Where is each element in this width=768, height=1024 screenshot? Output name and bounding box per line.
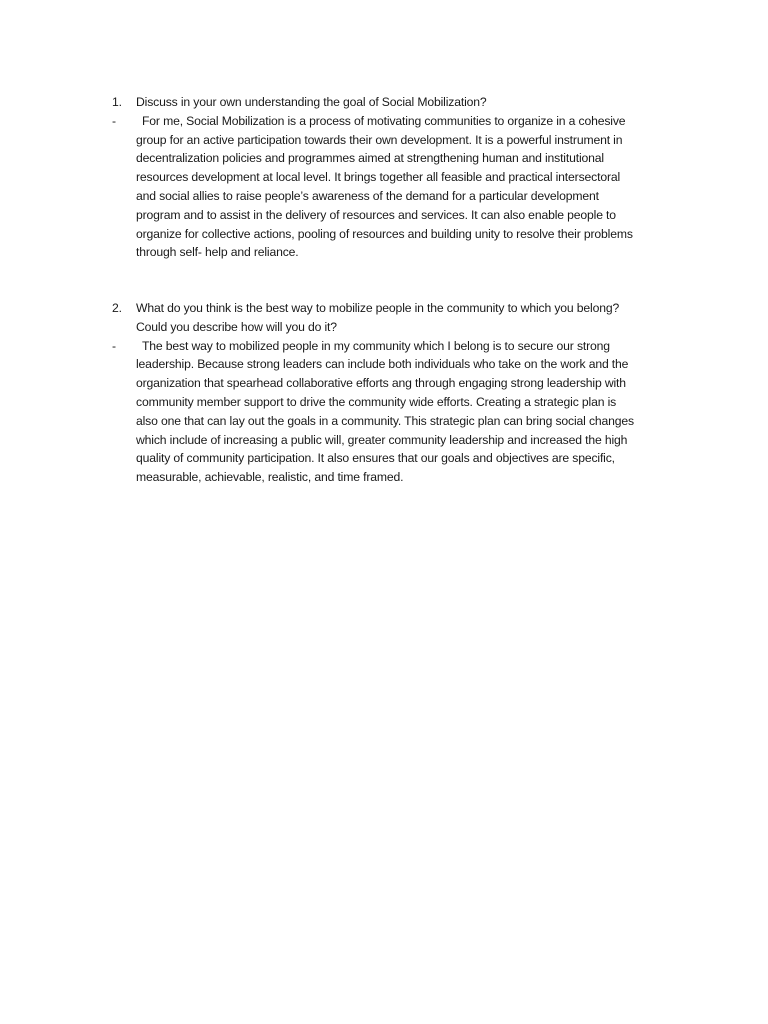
- question-row: [112, 93, 682, 112]
- answer-text: [136, 112, 682, 262]
- answer-line: organize for collective actions, pooling of resources and building unity to resolve their problems: [136, 226, 633, 241]
- question-number: 2.: [112, 301, 122, 315]
- answer-line: also one that can lay out the goals in a community. This strategic plan can bring social changes: [136, 413, 634, 428]
- question-block-2: [112, 299, 682, 487]
- answer-dash: -: [112, 113, 116, 128]
- question-line: Could you describe how will you do it?: [136, 319, 337, 334]
- question-line: What do you think is the best way to mobilize people in the community to which you belong?: [136, 301, 620, 315]
- answer-line: through self- help and reliance.: [136, 245, 299, 260]
- answer-line: group for an active participation towards their own development. It is a powerful instrument in: [136, 132, 623, 147]
- answer-line: leadership. Because strong leaders can include both individuals who take on the work and the: [136, 357, 629, 372]
- question-number: 1.: [112, 95, 122, 109]
- answer-line: program and to assist in the delivery of resources and services. It can also enable people to: [136, 207, 616, 222]
- answer-line: resources development at local level. It brings together all feasible and practical intersectoral: [136, 170, 621, 185]
- answer-line: measurable, achievable, realistic, and time framed.: [136, 470, 404, 485]
- answer-line: The best way to mobilized people in my community which I belong is to secure our strong: [142, 338, 610, 353]
- answer-line: decentralization policies and programmes aimed at strengthening human and institutional: [136, 151, 604, 166]
- answer-line: which include of increasing a public will, greater community leadership and increased the high: [136, 432, 628, 447]
- question-line: Discuss in your own understanding the goal of Social Mobilization?: [136, 95, 487, 109]
- answer-line: and social allies to raise people’s awareness of the demand for a particular development: [136, 188, 599, 203]
- question-row: [112, 299, 682, 337]
- question-block-1: [112, 93, 682, 262]
- answer-dash: -: [112, 338, 116, 353]
- question-text: [136, 299, 682, 337]
- answer-line: organization that spearhead collaborative efforts ang through engaging strong leadership with: [136, 376, 626, 391]
- answer-line: quality of community participation. It also ensures that our goals and objectives are specific,: [136, 451, 615, 466]
- answer-text: [136, 337, 682, 487]
- answer-row: [112, 112, 682, 262]
- answer-line: community member support to drive the community wide efforts. Creating a strategic plan is: [136, 394, 617, 409]
- question-text: [136, 93, 682, 112]
- answer-row: [112, 337, 682, 487]
- answer-line: For me, Social Mobilization is a process of motivating communities to organize in a cohesive: [142, 113, 626, 128]
